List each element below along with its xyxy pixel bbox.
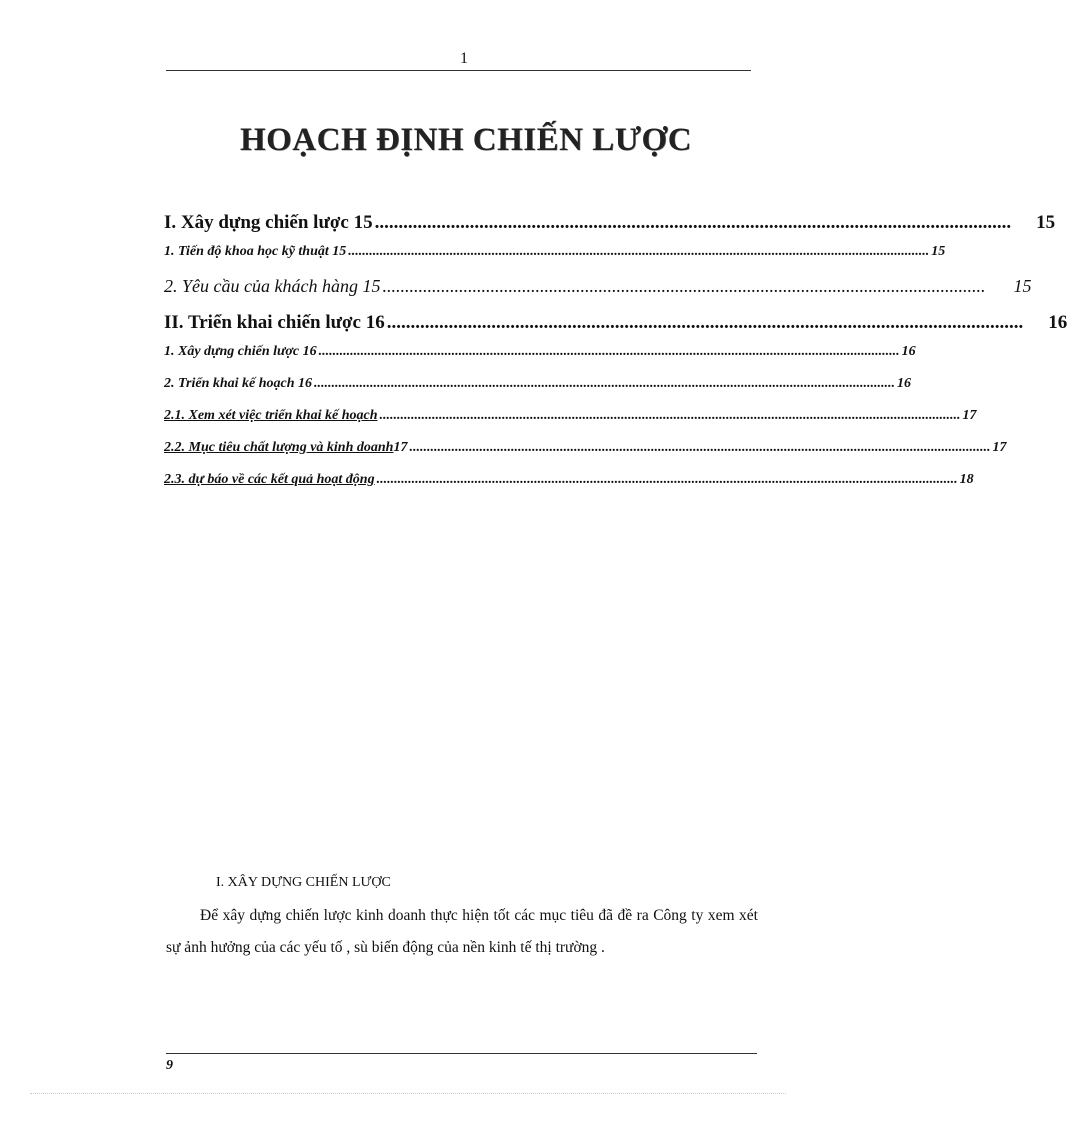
page-title: HOẠCH ĐỊNH CHIẾN LƯỢC	[239, 122, 693, 158]
toc-entry-page: 16	[901, 344, 916, 359]
toc-entry-text: 1. Tiến độ khoa học kỹ thuật 15	[164, 244, 347, 259]
toc-entry-text: 2. Triển khai kế hoạch 16	[164, 376, 313, 391]
toc-entry[interactable]	[164, 408, 977, 440]
toc-entry-text: 2. Yêu cầu của khách hàng 15	[164, 276, 381, 296]
toc-leader: ......................................................................................................................................	[374, 212, 1012, 233]
toc-entry[interactable]	[164, 376, 912, 408]
toc-entry-text: I. Xây dựng chiến lược 15	[164, 212, 373, 233]
toc-entry-page: 17	[992, 440, 1007, 455]
toc-entry[interactable]	[164, 276, 1032, 312]
toc-leader: ......................................................................................................................................................................	[409, 440, 991, 455]
toc-entry-suffix: 17	[393, 440, 408, 455]
toc-leader: ......................................................................................................................................................................	[314, 376, 896, 391]
toc-entry-text: 2.2. Mục tiêu chất lượng và kinh doanh	[164, 440, 394, 455]
toc-leader: ......................................................................................................................................................................	[318, 344, 900, 359]
body-section	[166, 872, 758, 964]
toc-entry-page: 15	[931, 244, 946, 259]
footer-rule	[166, 1053, 757, 1054]
toc-leader: ......................................................................................................................................................................	[376, 472, 958, 487]
toc-entry-page: 15	[1036, 212, 1056, 233]
body-paragraph: Để xây dựng chiến lược kinh doanh thực hiện tốt các mục tiêu đã đề ra Công ty xem xét sự ảnh hưởng của các yếu tố , sù biến động của nền kinh tế thị trường .	[166, 907, 758, 956]
toc-entry-text: 2.3. dự báo về các kết quả hoạt động	[164, 472, 375, 487]
table-of-contents	[164, 212, 1067, 504]
header-rule	[166, 70, 751, 71]
toc-entry[interactable]	[164, 440, 1007, 472]
toc-entry-text: 2.1. Xem xét việc triển khai kế hoạch	[164, 408, 378, 423]
toc-leader: ......................................................................................................................................................................	[379, 408, 961, 423]
toc-entry[interactable]	[164, 312, 1067, 344]
toc-entry-page: 16	[897, 376, 912, 391]
toc-entry-page: 15	[1013, 276, 1032, 296]
toc-entry[interactable]	[164, 212, 1056, 244]
footer-page-number: 9	[166, 1058, 173, 1073]
toc-entry[interactable]	[164, 244, 946, 276]
toc-entry-page: 16	[1048, 312, 1067, 333]
toc-entry[interactable]	[164, 344, 916, 376]
toc-entry-page: 18	[959, 472, 974, 487]
toc-leader: ......................................................................................................................................	[382, 276, 986, 296]
header-page-number: 1	[460, 50, 468, 67]
page-edge-divider	[30, 1093, 786, 1094]
toc-entry-text: II. Triển khai chiến lược 16	[164, 312, 385, 333]
section-heading: I. XÂY DỰNG CHIẾN LƯỢC	[216, 875, 391, 890]
toc-leader: ......................................................................................................................................	[386, 312, 1024, 333]
toc-leader: ......................................................................................................................................................................	[348, 244, 930, 259]
toc-entry[interactable]	[164, 472, 974, 504]
toc-entry-page: 17	[962, 408, 977, 423]
toc-entry-text: 1. Xây dựng chiến lược 16	[164, 344, 317, 359]
